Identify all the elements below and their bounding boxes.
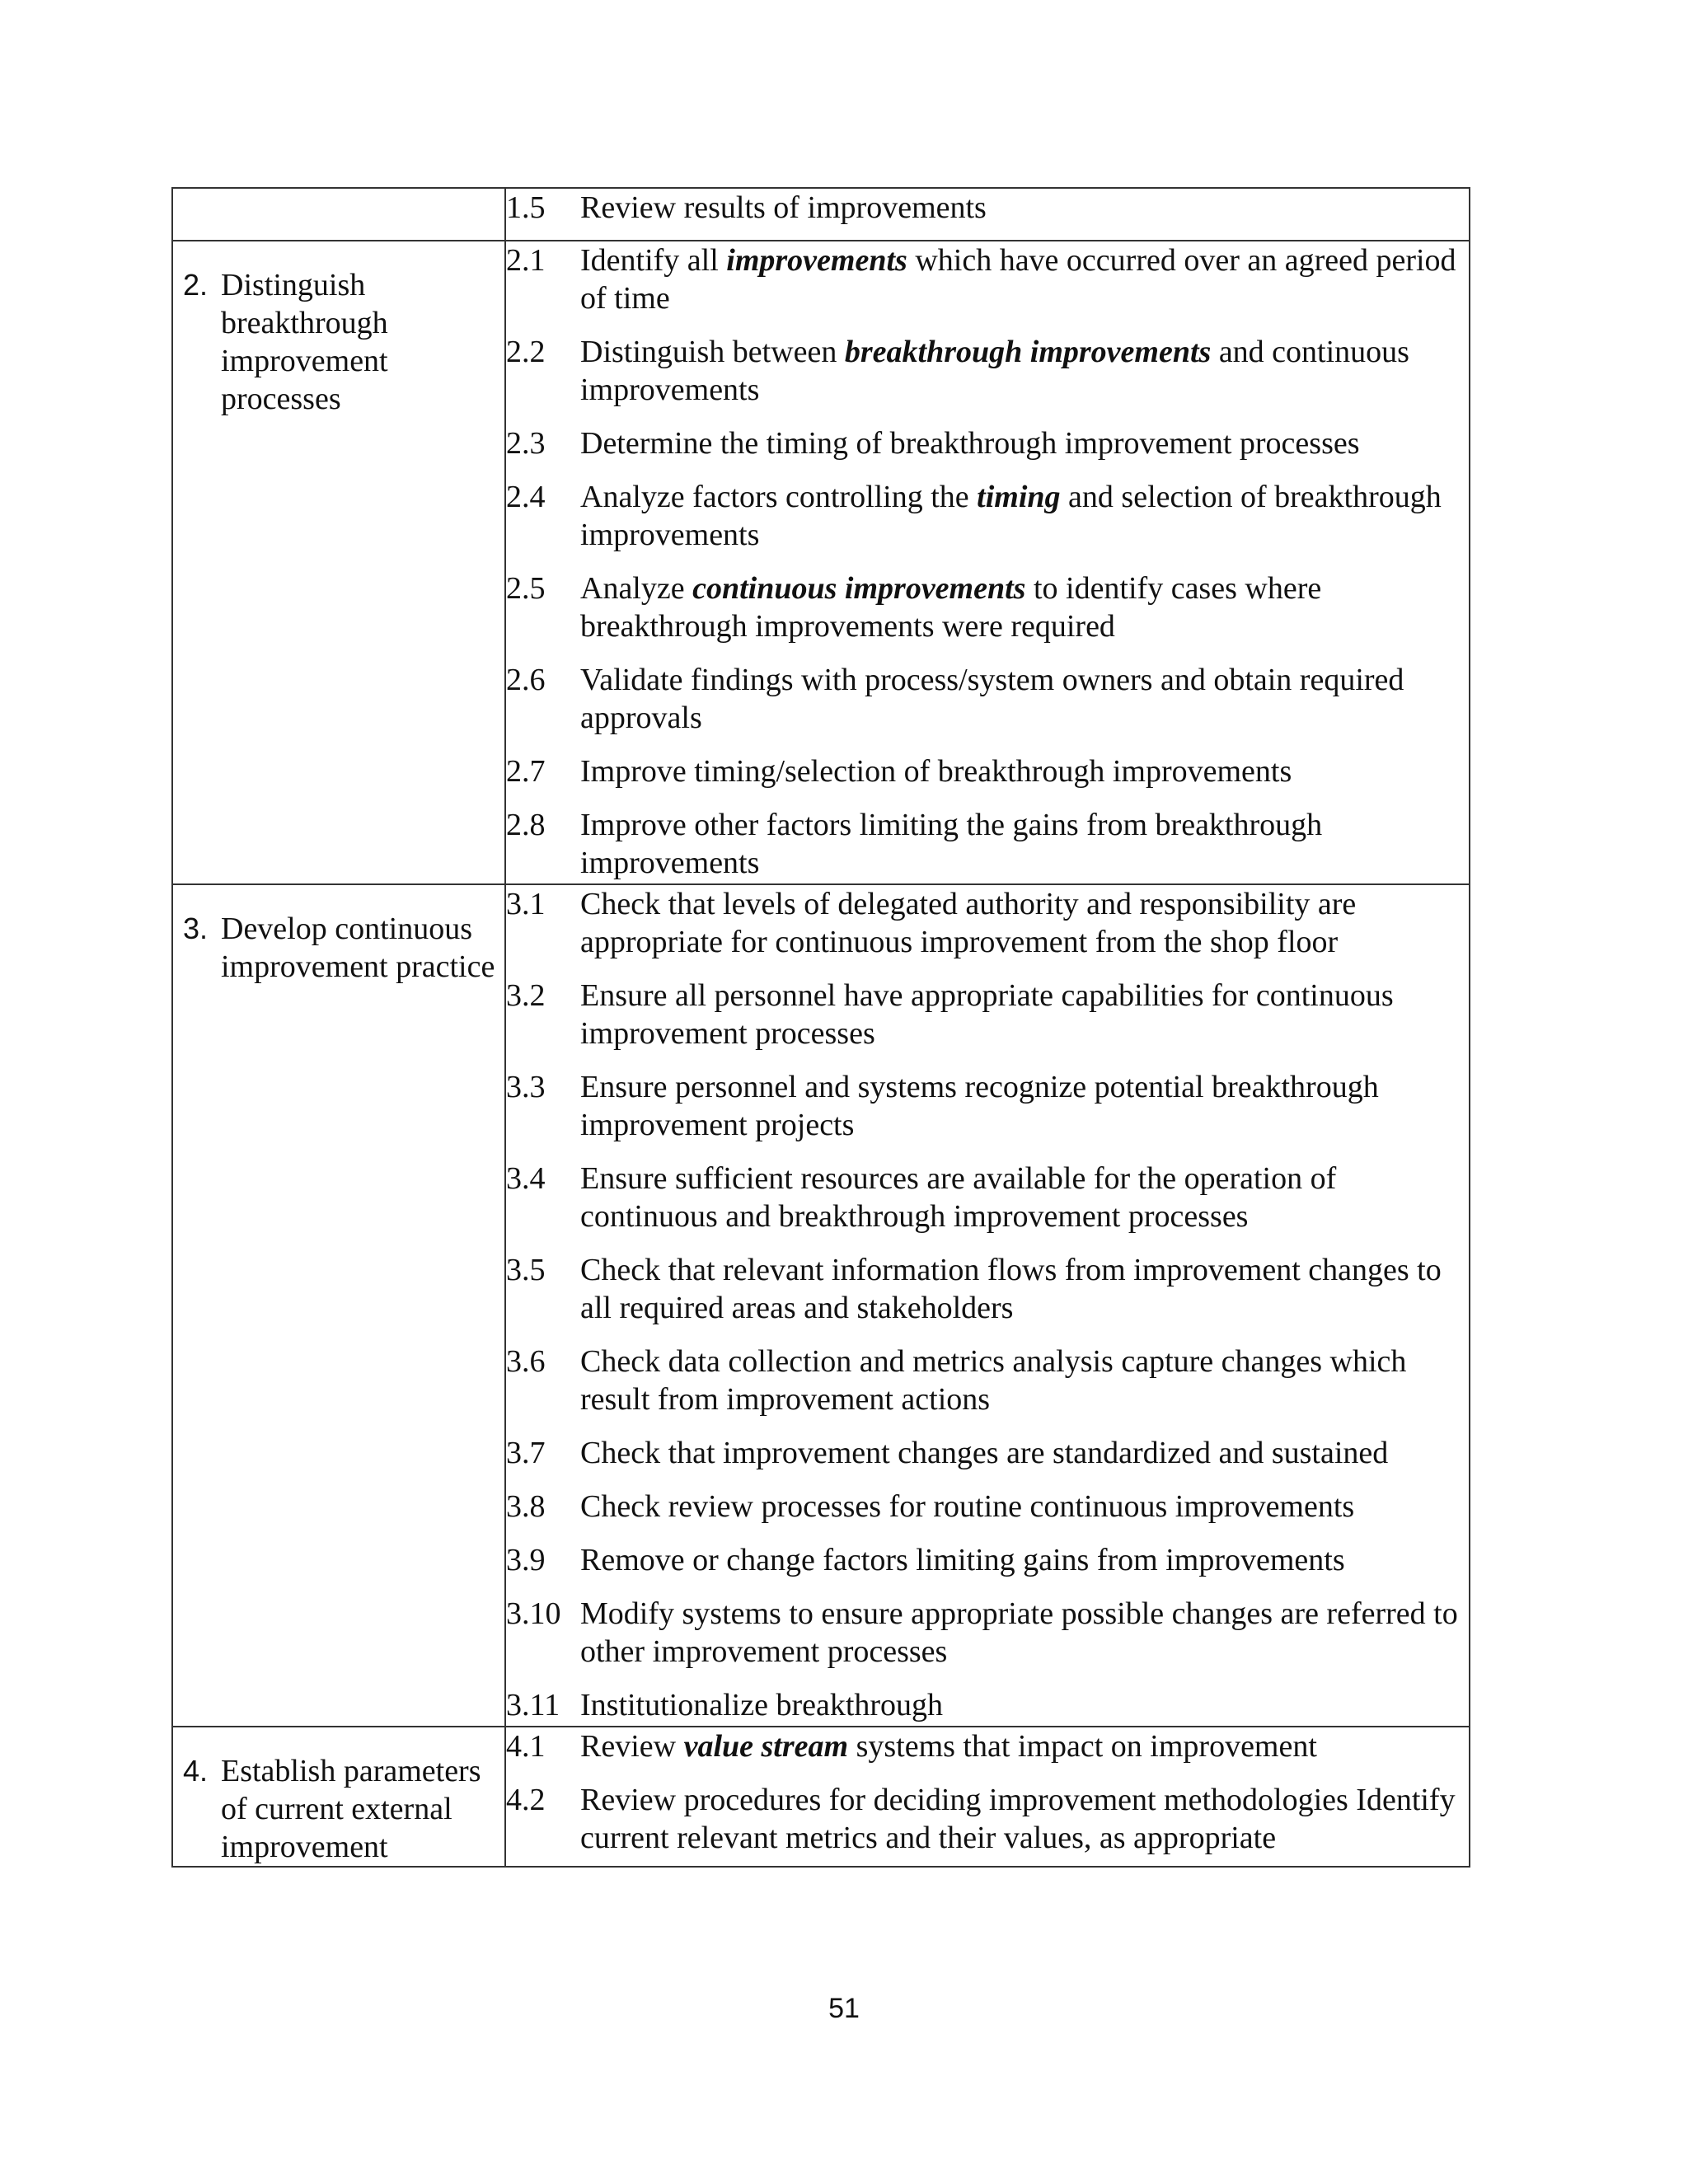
criterion-number: 3.10: [506, 1596, 561, 1631]
criterion-item: [506, 1595, 1469, 1671]
criterion-number: 2.8: [506, 808, 546, 842]
table-row: [172, 241, 1470, 884]
criterion-text-part: Modify systems to ensure appropriate possible changes are referred to other improvement processes: [580, 1596, 1458, 1669]
element-number: 2.: [183, 268, 209, 302]
criterion-text-part: Check review processes for routine continuous improvements: [580, 1489, 1355, 1524]
criterion-item: [506, 1781, 1469, 1857]
criteria-cell: [505, 241, 1470, 884]
criterion-text: [580, 661, 1469, 737]
table-row: [172, 188, 1470, 241]
criterion-item: [506, 1068, 1469, 1144]
criterion-item: [506, 333, 1469, 409]
criterion-number: 3.1: [506, 887, 546, 921]
criterion-text: [580, 333, 1469, 409]
element-cell: [172, 241, 505, 884]
criterion-item: [506, 661, 1469, 737]
criterion-number: 2.6: [506, 663, 546, 697]
criterion-number: 3.5: [506, 1253, 546, 1287]
key-term: timing: [977, 480, 1061, 514]
criterion-number: 1.5: [506, 190, 546, 225]
criterion-item: [506, 478, 1469, 554]
element-cell: [172, 1727, 505, 1867]
criterion-number: 2.1: [506, 243, 546, 278]
criterion-text: [580, 569, 1469, 645]
element-title: Develop continuous improvement practice: [221, 912, 495, 984]
criterion-item: [506, 885, 1469, 961]
criterion-text-part: Check that levels of delegated authority and responsibility are appropriate for continuous improvement from the shop floor: [580, 887, 1357, 959]
key-term: improvements: [726, 243, 907, 278]
criterion-text: [580, 1343, 1469, 1418]
criteria-cell: [505, 884, 1470, 1727]
element-number: 4.: [183, 1754, 209, 1788]
criterion-text-part: Review results of improvements: [580, 190, 987, 225]
criterion-text: [580, 1595, 1469, 1671]
criterion-text-part: Distinguish between: [580, 335, 845, 369]
criterion-text: [580, 1068, 1469, 1144]
criterion-item: [506, 424, 1469, 462]
criterion-text-part: which have occurred over an agreed period of time: [580, 243, 1456, 316]
table-body: [172, 188, 1470, 1867]
criterion-text: [580, 752, 1469, 790]
table-row: [172, 1727, 1470, 1867]
element-heading: [173, 885, 504, 986]
criterion-text-part: Check that improvement changes are standardized and sustained: [580, 1436, 1389, 1470]
criterion-number: 3.2: [506, 978, 546, 1013]
criterion-text-part: to identify cases where breakthrough improvements were required: [580, 571, 1322, 644]
key-term: continuous improvements: [692, 571, 1026, 606]
criterion-number: 3.9: [506, 1543, 546, 1577]
element-heading: [173, 241, 504, 418]
criterion-number: 2.2: [506, 335, 546, 369]
element-cell: [172, 188, 505, 241]
criterion-text: [580, 806, 1469, 882]
criterion-item: [506, 752, 1469, 790]
key-term: breakthrough improvements: [844, 335, 1212, 369]
criterion-text-part: Check data collection and metrics analysis capture changes which result from improvement actions: [580, 1344, 1407, 1417]
criterion-number: 4.2: [506, 1783, 546, 1817]
criterion-number: 4.1: [506, 1729, 546, 1764]
competency-table: [171, 187, 1470, 1868]
criterion-text-part: Improve other factors limiting the gains from breakthrough improvements: [580, 808, 1323, 880]
criterion-text-part: Analyze: [580, 571, 693, 606]
criterion-text: [580, 1781, 1469, 1857]
table-row: [172, 884, 1470, 1727]
criterion-number: 2.7: [506, 754, 546, 789]
criterion-text-part: Review procedures for deciding improvement methodologies Identify current relevant metrics and their values, as appropriate: [580, 1783, 1456, 1855]
criterion-text-part: Improve timing/selection of breakthrough improvements: [580, 754, 1292, 789]
criterion-text-part: Validate findings with process/system owners and obtain required approvals: [580, 663, 1404, 735]
element-heading: [173, 1727, 504, 1866]
criterion-number: 2.3: [506, 426, 546, 461]
criterion-text: [580, 1434, 1469, 1472]
criterion-number: 3.6: [506, 1344, 546, 1379]
criterion-item: [506, 569, 1469, 645]
criterion-item: [506, 1488, 1469, 1526]
criterion-text: [580, 1488, 1469, 1526]
criterion-text-part: Ensure sufficient resources are available for the operation of continuous and breakthrough improvement processes: [580, 1161, 1337, 1234]
criterion-item: [506, 977, 1469, 1052]
criterion-text-part: Institutionalize breakthrough: [580, 1688, 944, 1722]
criterion-item: [506, 806, 1469, 882]
criterion-text-part: Check that relevant information flows from improvement changes to all required areas and stakeholders: [580, 1253, 1442, 1325]
criterion-text-part: Review: [580, 1729, 684, 1764]
criterion-text-part: Analyze factors controlling the: [580, 480, 978, 514]
criterion-number: 2.5: [506, 571, 546, 606]
criterion-text: [580, 1160, 1469, 1235]
criterion-text: [580, 189, 1469, 227]
criterion-text: [580, 885, 1469, 961]
criterion-item: [506, 1434, 1469, 1472]
criterion-item: [506, 1686, 1469, 1724]
criterion-number: 3.11: [506, 1688, 560, 1722]
criterion-item: [506, 1160, 1469, 1235]
criterion-text-part: Remove or change factors limiting gains from improvements: [580, 1543, 1345, 1577]
criterion-item: [506, 241, 1469, 317]
criterion-item: [506, 1343, 1469, 1418]
criterion-text: [580, 478, 1469, 554]
criterion-text-part: and continuous improvements: [580, 335, 1409, 407]
criterion-number: 3.3: [506, 1070, 546, 1104]
criterion-text: [580, 241, 1469, 317]
criterion-text-part: and selection of breakthrough improvements: [580, 480, 1442, 552]
criterion-item: [506, 1251, 1469, 1327]
criterion-text: [580, 1727, 1469, 1765]
element-title: Distinguish breakthrough improvement processes: [221, 268, 388, 416]
criterion-text-part: Ensure all personnel have appropriate capabilities for continuous improvement processes: [580, 978, 1394, 1051]
criterion-text: [580, 424, 1469, 462]
criterion-item: [506, 189, 1469, 227]
criterion-number: 2.4: [506, 480, 546, 514]
element-title: Establish parameters of current external improvement: [221, 1754, 481, 1864]
criterion-text-part: Identify all: [580, 243, 727, 278]
criterion-number: 3.7: [506, 1436, 546, 1470]
criterion-text-part: systems that impact on improvement: [848, 1729, 1317, 1764]
criterion-text-part: Determine the timing of breakthrough improvement processes: [580, 426, 1360, 461]
criteria-cell: [505, 1727, 1470, 1867]
criterion-text: [580, 1686, 1469, 1724]
criterion-text: [580, 1541, 1469, 1579]
criterion-text: [580, 977, 1469, 1052]
element-number: 3.: [183, 912, 209, 945]
page-number: 51: [828, 1993, 860, 2024]
criterion-item: [506, 1727, 1469, 1765]
criterion-text: [580, 1251, 1469, 1327]
criterion-number: 3.8: [506, 1489, 546, 1524]
criteria-cell: [505, 188, 1470, 241]
element-cell: [172, 884, 505, 1727]
criterion-text-part: Ensure personnel and systems recognize potential breakthrough improvement projects: [580, 1070, 1379, 1142]
criterion-item: [506, 1541, 1469, 1579]
criterion-number: 3.4: [506, 1161, 546, 1196]
key-term: value stream: [683, 1729, 849, 1764]
